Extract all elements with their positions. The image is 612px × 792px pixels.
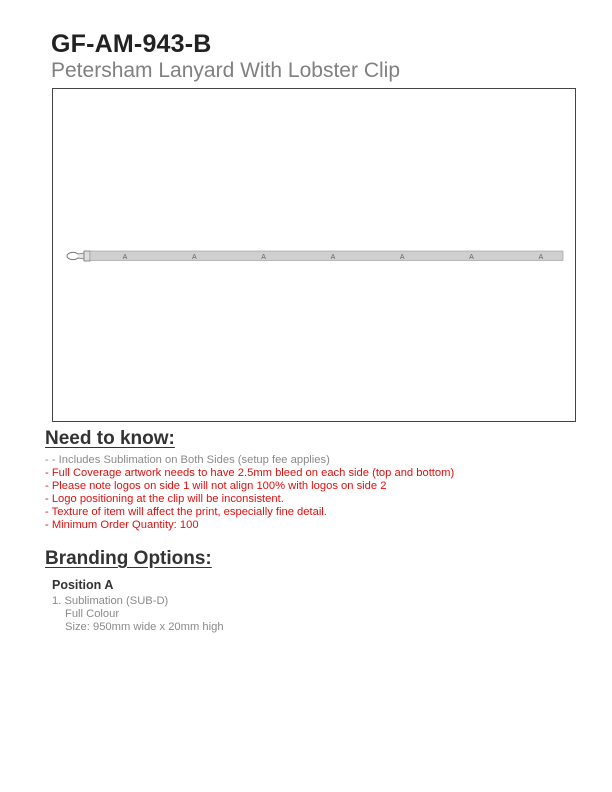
lobster-clip-icon	[67, 251, 90, 261]
logo-mark: A	[191, 254, 197, 261]
need-to-know-heading: Need to know:	[45, 428, 175, 449]
product-title: Petersham Lanyard With Lobster Clip	[51, 59, 400, 82]
need-to-know-item: - Full Coverage artwork needs to have 2.5mm bleed on each side (top and bottom)	[45, 467, 455, 480]
logo-mark: A	[261, 254, 266, 261]
lanyard-illustration	[53, 89, 577, 423]
logo-mark: A	[330, 254, 336, 261]
option-method: 1. Sublimation (SUB-D)	[52, 595, 169, 607]
product-preview-frame	[52, 88, 576, 422]
need-to-know-list	[45, 454, 454, 533]
branding-options-heading: Branding Options:	[45, 548, 212, 569]
position-a-title: Position A	[52, 578, 114, 592]
lanyard-strap	[90, 251, 563, 261]
branding-option	[52, 595, 224, 634]
need-to-know-item: - Logo positioning at the clip will be inconsistent.	[45, 493, 284, 506]
need-to-know-item: - - Includes Sublimation on Both Sides (setup fee applies)	[45, 454, 330, 466]
need-to-know-item: - Minimum Order Quantity: 100	[45, 519, 199, 532]
option-size: Size: 950mm wide x 20mm high	[65, 621, 224, 633]
need-to-know-item: - Texture of item will affect the print, especially fine detail.	[45, 506, 327, 519]
product-code: GF-AM-943-B	[51, 30, 212, 58]
need-to-know-item: - Please note logos on side 1 will not align 100% with logos on side 2	[45, 480, 387, 493]
logo-mark: A	[469, 254, 474, 261]
logo-mark: A	[538, 254, 544, 261]
logo-mark: A	[122, 254, 128, 261]
logo-mark: A	[399, 254, 405, 261]
option-colour: Full Colour	[65, 608, 120, 620]
